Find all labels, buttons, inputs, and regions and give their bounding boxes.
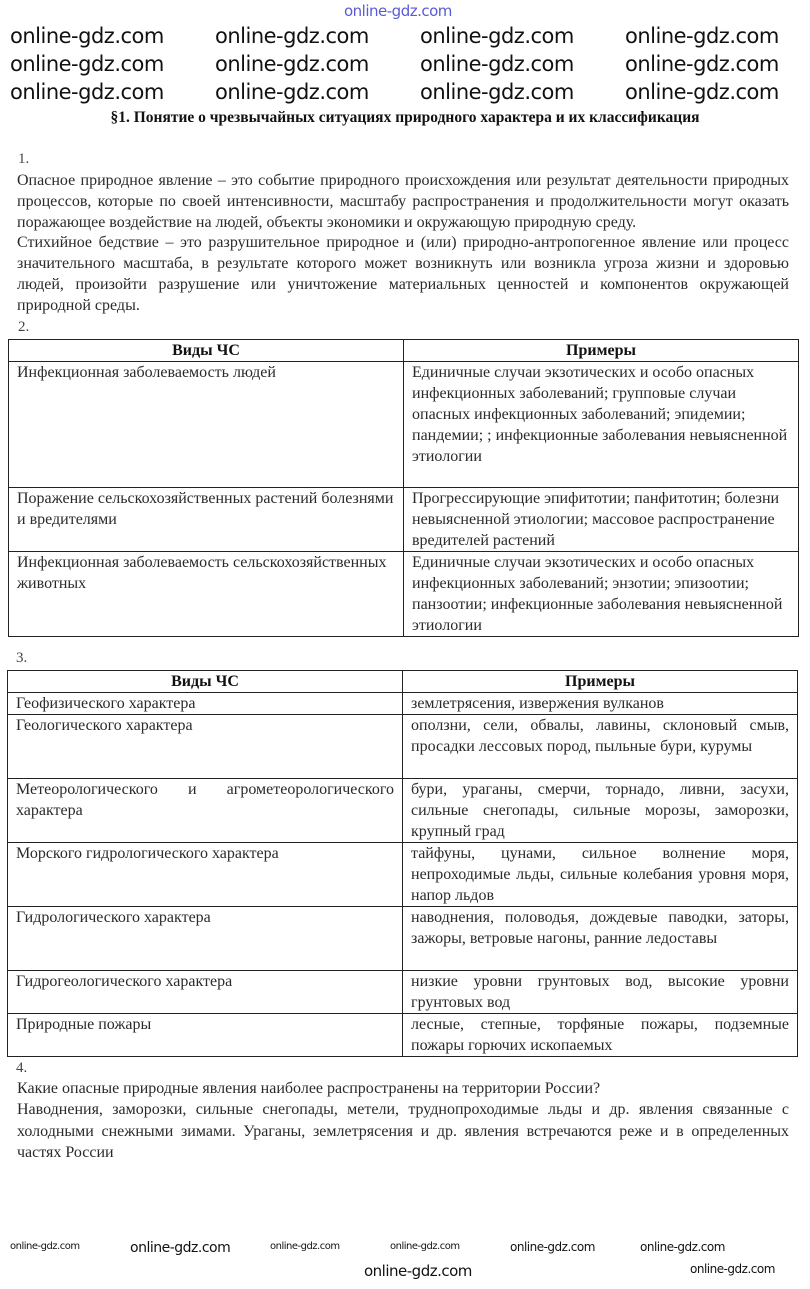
watermark: online-gdz.com bbox=[625, 24, 779, 48]
watermark: online-gdz.com bbox=[420, 80, 574, 104]
watermark: online-gdz.com bbox=[270, 1241, 340, 1252]
watermark: online-gdz.com bbox=[10, 24, 164, 48]
watermark: online-gdz.com bbox=[364, 1262, 472, 1280]
column-header: Примеры bbox=[403, 670, 798, 692]
watermark: online-gdz.com bbox=[344, 2, 452, 20]
cell-type: Природные пожары bbox=[8, 1013, 403, 1056]
table-row bbox=[8, 970, 798, 1013]
cell-examples: бури, ураганы, смерчи, торнадо, ливни, засухи, сильные снегопады, сильные морозы, заморозки, крупный град bbox=[403, 778, 798, 842]
cell-type: Гидрогеологического характера bbox=[8, 970, 403, 1013]
watermark: online-gdz.com bbox=[420, 24, 574, 48]
column-header: Виды ЧС bbox=[8, 670, 403, 692]
cell-examples: лесные, степные, торфяные пожары, подземные пожары горючих ископаемых bbox=[403, 1013, 798, 1056]
section-3-number: 3. bbox=[16, 649, 28, 666]
cell-examples: Прогрессирующие эпифитотии; панфитотин; болезни невыясненной этиологии; массовое распространение вредителей растений bbox=[404, 487, 799, 551]
column-header: Виды ЧС bbox=[9, 339, 404, 361]
cell-examples: Единичные случаи экзотических и особо опасных инфекционных заболеваний; групповые случаи опасных инфекционных заболеваний; эпидемии; пандемии; ; инфекционные заболевания невыясненной этиологии bbox=[404, 361, 799, 487]
cell-type: Гидрологического характера bbox=[8, 906, 403, 970]
watermark: online-gdz.com bbox=[420, 52, 574, 76]
watermark: online-gdz.com bbox=[510, 1240, 595, 1254]
cell-examples: оползни, сели, обвалы, лавины, склоновый смыв, просадки лессовых пород, пыльные бури, курумы bbox=[403, 714, 798, 778]
cell-type: Геофизического характера bbox=[8, 692, 403, 714]
table-row bbox=[8, 778, 798, 842]
table-row bbox=[9, 551, 799, 636]
cell-type: Инфекционная заболеваемость сельскохозяйственных животных bbox=[9, 551, 404, 636]
definition-hazard: Опасное природное явление – это событие природного происхождения или результат деятельности природных процессов, которые по своей интенсивности, масштабу распространения и продолжительности могут оказать поражающее воздействие на людей, объекты экономики и окружающую природную среду. bbox=[17, 172, 789, 231]
watermark: online-gdz.com bbox=[625, 52, 779, 76]
watermark: online-gdz.com bbox=[215, 24, 369, 48]
table-row bbox=[8, 1013, 798, 1056]
table-biological-emergencies bbox=[8, 339, 799, 637]
document-body bbox=[0, 108, 810, 1164]
cell-type: Геологического характера bbox=[8, 714, 403, 778]
watermark: online-gdz.com bbox=[215, 80, 369, 104]
table-natural-emergencies bbox=[7, 670, 798, 1057]
watermark: online-gdz.com bbox=[390, 1241, 460, 1252]
table-row bbox=[9, 361, 799, 487]
watermark: online-gdz.com bbox=[640, 1240, 725, 1254]
table-row bbox=[8, 906, 798, 970]
watermark: online-gdz.com bbox=[10, 80, 164, 104]
cell-type: Поражение сельскохозяйственных растений болезнями и вредителями bbox=[9, 487, 404, 551]
cell-type: Метеорологического и агрометеорологического характера bbox=[8, 778, 403, 842]
cell-type: Морского гидрологического характера bbox=[8, 842, 403, 906]
answer-text: Наводнения, заморозки, сильные снегопады, метели, труднопроходимые льды и др. явления связанные с холодными снежными зимами. Ураганы, землетрясения и др. явления встречаются реже и в определенных частях России bbox=[17, 1101, 789, 1162]
cell-examples: наводнения, половодья, дождевые паводки, заторы, зажоры, ветровые нагоны, ранние ледоставы bbox=[403, 906, 798, 970]
watermark: online-gdz.com bbox=[10, 52, 164, 76]
cell-type: Инфекционная заболеваемость людей bbox=[9, 361, 404, 487]
watermark: online-gdz.com bbox=[130, 1240, 231, 1256]
table-row bbox=[8, 714, 798, 778]
cell-examples: низкие уровни грунтовых вод, высокие уровни грунтовых вод bbox=[403, 970, 798, 1013]
table-row bbox=[8, 692, 798, 714]
watermark: online-gdz.com bbox=[625, 80, 779, 104]
cell-examples: Единичные случаи экзотических и особо опасных инфекционных заболеваний; энзотии; эпизоотии; панзоотии; инфекционные заболевания невыясненной этиологии bbox=[404, 551, 799, 636]
column-header: Примеры bbox=[404, 339, 799, 361]
watermark: online-gdz.com bbox=[690, 1262, 775, 1276]
watermark: online-gdz.com bbox=[215, 52, 369, 76]
page-title: §1. Понятие о чрезвычайных ситуациях природного характера и их классификация bbox=[110, 109, 700, 126]
watermark: online-gdz.com bbox=[10, 1241, 80, 1252]
cell-examples: землетрясения, извержения вулканов bbox=[403, 692, 798, 714]
cell-examples: тайфуны, цунами, сильное волнение моря, непроходимые льды, сильные колебания уровня моря, напор льдов bbox=[403, 842, 798, 906]
section-2-number: 2. bbox=[18, 318, 30, 335]
definition-disaster: Стихийное бедствие – это разрушительное природное и (или) природно-антропогенное явление или процесс значительного масштаба, в результате которого может возникнуть или возникла угроза жизни и здоровью людей, произойти разрушение или уничтожение материальных ценностей и компонентов окружающей природной среды. bbox=[17, 234, 789, 314]
question-text: Какие опасные природные явления наиболее распространены на территории России? bbox=[17, 1079, 601, 1097]
table-row bbox=[8, 842, 798, 906]
section-4-number: 4. bbox=[16, 1059, 28, 1076]
table-row bbox=[9, 487, 799, 551]
section-1-number: 1. bbox=[18, 151, 30, 167]
